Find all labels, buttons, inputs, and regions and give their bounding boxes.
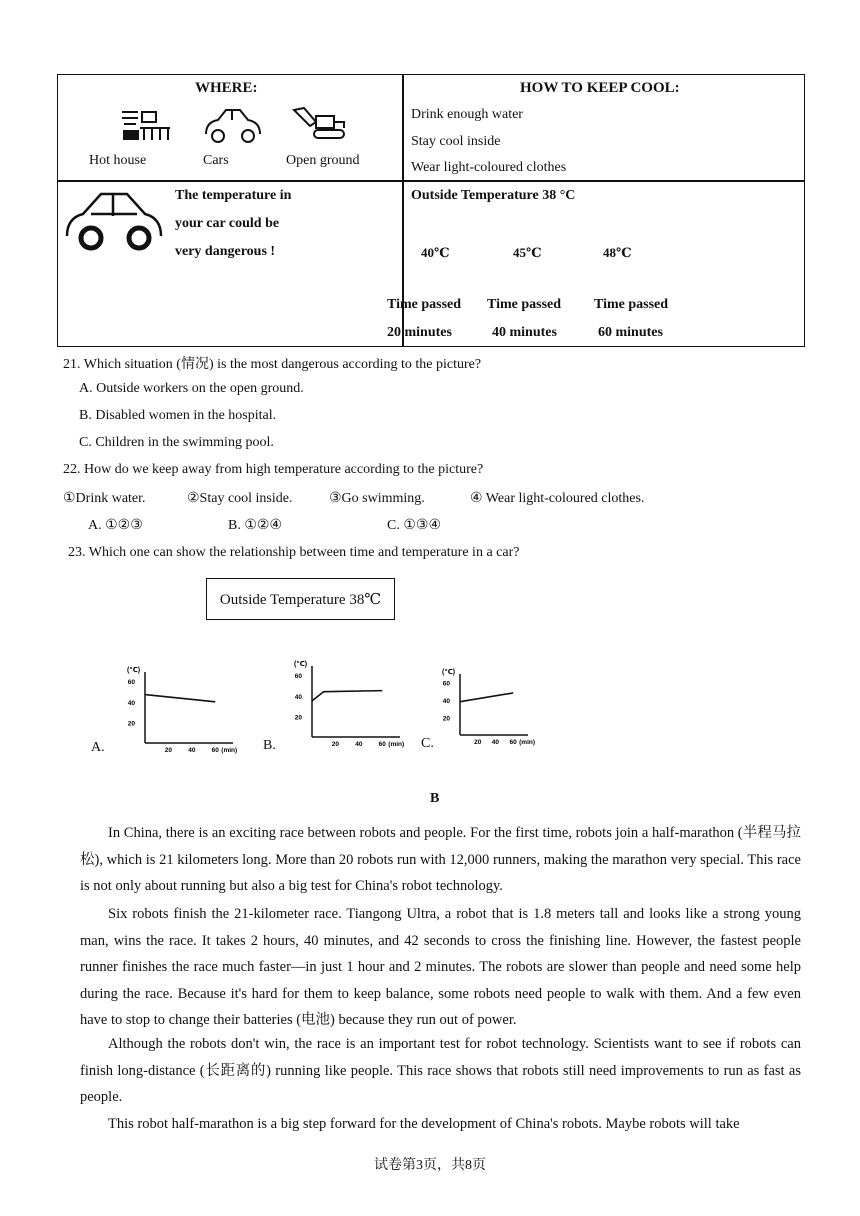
place-label: Hot house bbox=[89, 153, 147, 168]
outside-temperature: Outside Temperature 38 °C bbox=[411, 188, 576, 203]
car-warning-line: The temperature in bbox=[175, 188, 292, 203]
section-title: B bbox=[430, 791, 440, 806]
y-tick-label: 60 bbox=[294, 673, 302, 681]
x-tick-label: 20 bbox=[331, 741, 340, 748]
temp-value: 40℃ bbox=[421, 245, 450, 260]
keep-cool-header: HOW TO KEEP COOL: bbox=[520, 80, 680, 96]
x-tick-label: 40 bbox=[355, 741, 363, 748]
x-tick-label: 60 bbox=[211, 747, 219, 754]
temperature-line bbox=[460, 693, 513, 702]
car-warning-line: your car could be bbox=[175, 216, 280, 231]
time-value: 40 minutes bbox=[492, 325, 557, 340]
chart-option-letter: B. bbox=[263, 738, 276, 753]
x-tick-label: 20 bbox=[164, 747, 173, 754]
passage-paragraph: In China, there is an exciting race between robots and people. For the first time, robots join a half-marathon (半程马拉松), which is 21 kilometers long. More than 20 robots run with 12,000 runners, making the marathon very special. This race is not only about running but also a big test for China's robot technology. bbox=[80, 825, 801, 894]
question-22-item: ④ Wear light-coloured clothes. bbox=[470, 491, 645, 506]
question-21-stem: 21. Which situation (情况) is the most dangerous according to the picture? bbox=[63, 357, 482, 372]
question-22-option: B. ①②④ bbox=[228, 518, 282, 533]
page-footer: 试卷第3页，共8页 bbox=[374, 1158, 486, 1173]
y-tick-label: 60 bbox=[127, 679, 135, 687]
where-header: WHERE: bbox=[195, 80, 258, 96]
y-axis-unit: (℃) bbox=[127, 667, 141, 674]
time-value: 60 minutes bbox=[598, 325, 663, 340]
x-tick-label: 20 bbox=[474, 739, 482, 746]
x-tick-label: 40 bbox=[188, 747, 196, 754]
time-value: 20 minutes bbox=[387, 325, 452, 340]
question-22-option: C. ①③④ bbox=[387, 518, 441, 533]
car-icon-large bbox=[63, 190, 163, 256]
time-label: Time passed bbox=[487, 297, 562, 312]
tip-item: Stay cool inside bbox=[411, 134, 501, 149]
question-22-stem: 22. How do we keep away from high temperature according to the picture? bbox=[63, 462, 484, 477]
y-tick-label: 20 bbox=[127, 720, 135, 728]
tip-item: Wear light-coloured clothes bbox=[411, 160, 567, 175]
question-21-option: B. Disabled women in the hospital. bbox=[79, 408, 277, 423]
chart-option-letter: A. bbox=[91, 740, 105, 755]
chart-option-letter: C. bbox=[421, 736, 434, 751]
x-tick-label: 40 bbox=[491, 739, 500, 746]
chart-b bbox=[282, 656, 412, 751]
place-label: Cars bbox=[203, 153, 229, 168]
time-label: Time passed bbox=[387, 297, 462, 312]
x-axis-unit: (min) bbox=[388, 741, 405, 748]
y-tick-label: 40 bbox=[294, 693, 302, 701]
question-22-item: ②Stay cool inside. bbox=[187, 491, 293, 506]
y-tick-label: 20 bbox=[442, 715, 450, 723]
time-label: Time passed bbox=[594, 297, 669, 312]
passage-paragraph: Six robots finish the 21-kilometer race. Tiangong Ultra, a robot that is 1.8 meters tall and looks like a strong young man, wins the race. It takes 2 hours, 40 minutes, and 42 seconds to cross the finishing line. However, the fastest people runner finishes the race much faster—in just 1 hour and 2 minutes. The robots are slower than people and need some help during the race. Because it's hard for them to keep balance, some robots need people to walk with them. And a few even have to stop to change their batteries (电池) because they run out of power. bbox=[80, 906, 801, 1028]
question-22-item: ③Go swimming. bbox=[329, 491, 425, 506]
hot-house-icon bbox=[118, 106, 176, 144]
y-tick-label: 60 bbox=[442, 680, 450, 688]
passage-paragraph: This robot half-marathon is a big step forward for the development of China's robots. Maybe robots will take bbox=[108, 1116, 740, 1132]
chart-a bbox=[115, 662, 245, 757]
y-axis-unit: (℃) bbox=[294, 661, 308, 668]
tip-item: Drink enough water bbox=[411, 107, 523, 122]
question-22-option: A. ①②③ bbox=[88, 518, 143, 533]
y-tick-label: 20 bbox=[294, 714, 302, 722]
question-21-option: A. Outside workers on the open ground. bbox=[79, 381, 304, 396]
car-icon-small bbox=[200, 104, 266, 146]
temperature-line bbox=[145, 695, 215, 702]
y-tick-label: 40 bbox=[442, 697, 450, 705]
y-axis-unit: (℃) bbox=[442, 669, 456, 676]
question-22-item: ①Drink water. bbox=[63, 491, 146, 506]
temperature-line bbox=[312, 691, 382, 701]
x-tick-label: 60 bbox=[378, 741, 386, 748]
y-tick-label: 40 bbox=[127, 699, 135, 707]
outside-temperature-box: Outside Temperature 38℃ bbox=[206, 578, 395, 620]
question-23-stem: 23. Which one can show the relationship between time and temperature in a car? bbox=[68, 545, 520, 560]
x-tick-label: 60 bbox=[509, 739, 517, 746]
table-divider-horizontal bbox=[57, 180, 805, 182]
x-axis-unit: (min) bbox=[221, 747, 238, 754]
chart-c bbox=[430, 664, 540, 749]
temp-value: 48℃ bbox=[603, 245, 632, 260]
x-axis-unit: (min) bbox=[519, 739, 536, 746]
car-warning-line: very dangerous ! bbox=[175, 244, 276, 259]
excavator-icon bbox=[290, 106, 352, 142]
passage-paragraph: Although the robots don't win, the race is an important test for robot technology. Scientists want to see if robots can finish long-distance (长距离的) running like people. This race shows that robots still need improvements to run as fast as people. bbox=[80, 1036, 801, 1105]
temp-value: 45℃ bbox=[513, 245, 542, 260]
place-label: Open ground bbox=[286, 153, 360, 168]
question-21-option: C. Children in the swimming pool. bbox=[79, 435, 274, 450]
